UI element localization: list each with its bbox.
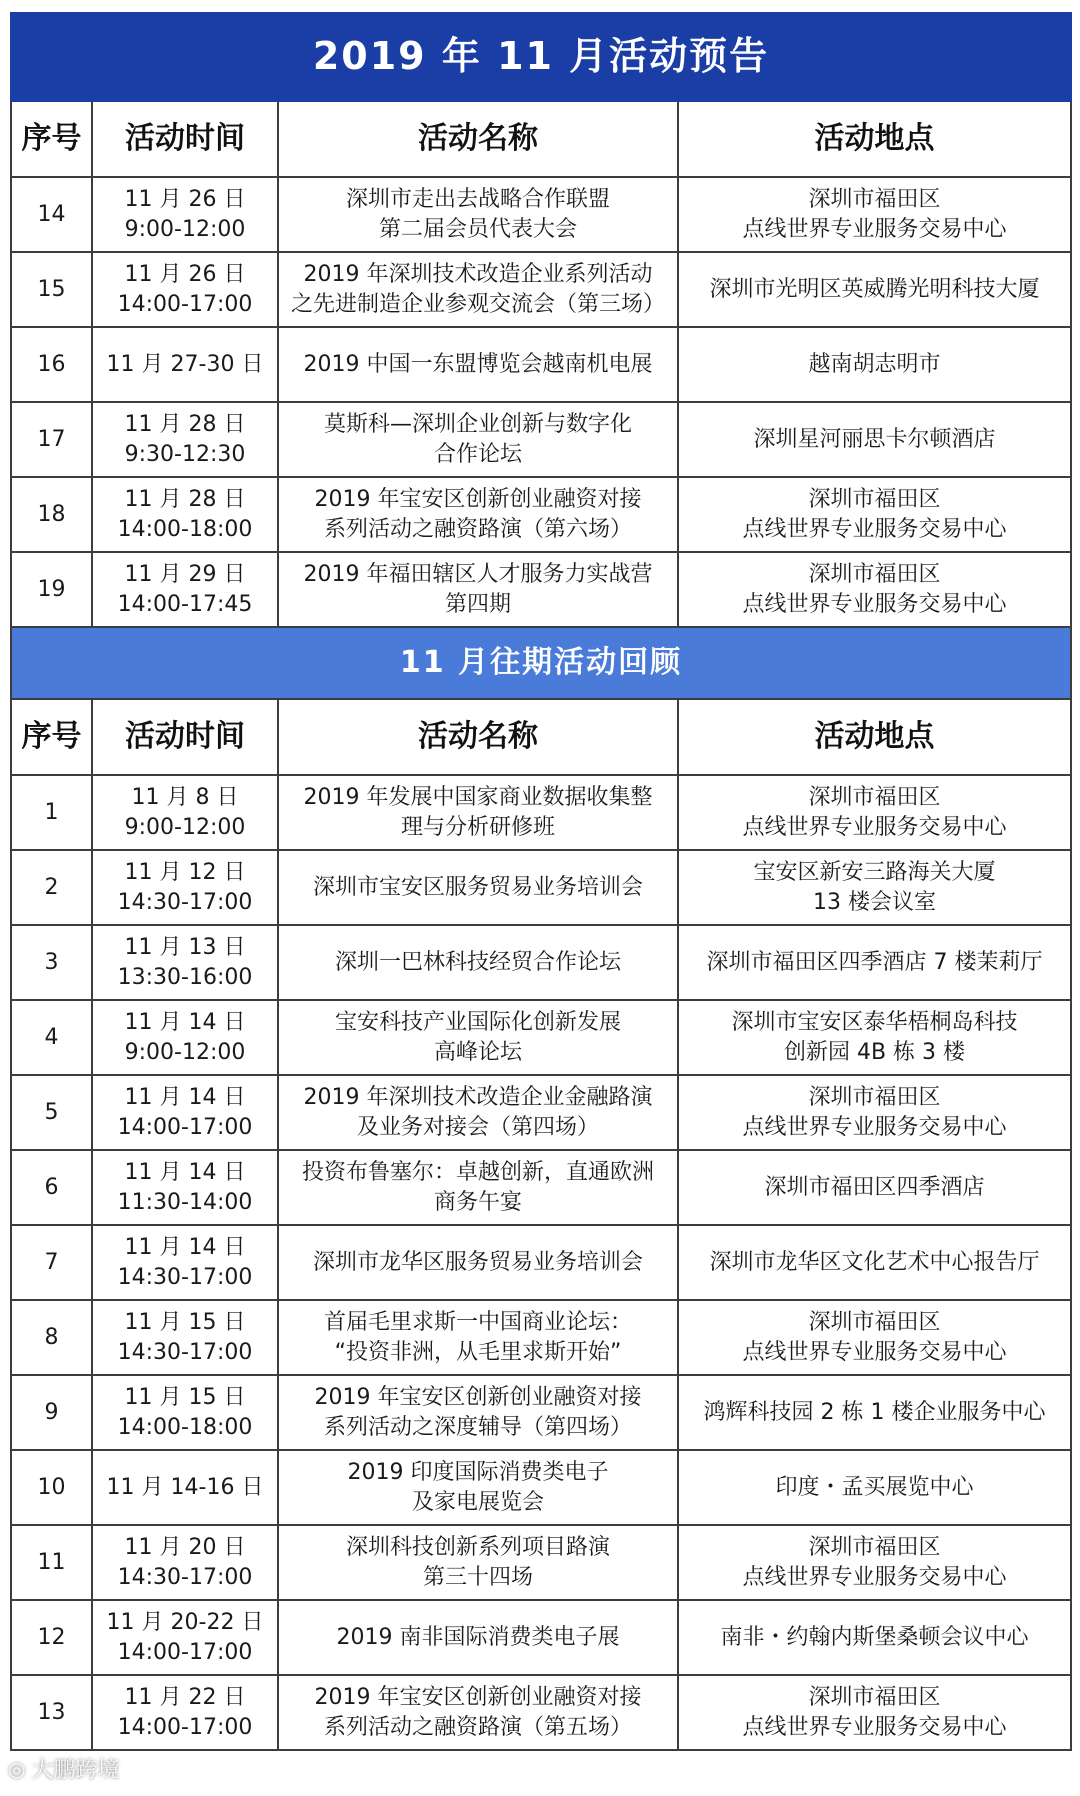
row-location-line: 深圳市福田区 bbox=[808, 1309, 941, 1335]
table-row bbox=[11, 1675, 1071, 1750]
table-row bbox=[11, 1300, 1071, 1375]
row-location-line: 点线世界专业服务交易中心 bbox=[742, 1114, 1007, 1140]
row-number: 10 bbox=[11, 1450, 92, 1525]
row-number: 12 bbox=[11, 1600, 92, 1675]
row-time bbox=[92, 1375, 278, 1450]
row-location-line: 13 楼会议室 bbox=[813, 889, 937, 915]
row-time-line: 11 月 26 日 bbox=[124, 261, 246, 287]
row-number: 13 bbox=[11, 1675, 92, 1750]
row-time bbox=[92, 775, 278, 850]
row-time-line: 9:00-12:00 bbox=[124, 1039, 246, 1065]
weibo-icon: ◎ bbox=[8, 1756, 26, 1781]
row-event-name bbox=[278, 775, 678, 850]
row-location bbox=[678, 925, 1071, 1000]
row-time-line: 11 月 28 日 bbox=[124, 411, 246, 437]
row-time-line: 11:30-14:00 bbox=[117, 1189, 253, 1215]
row-time-line: 14:30-17:00 bbox=[117, 1264, 253, 1290]
row-event-name-line: 系列活动之深度辅导（第四场） bbox=[323, 1414, 632, 1440]
row-location-line: 印度・孟买展览中心 bbox=[775, 1474, 974, 1500]
row-location-line: 深圳市龙华区文化艺术中心报告厅 bbox=[709, 1249, 1040, 1275]
table-row bbox=[11, 850, 1071, 925]
row-event-name-line: 2019 年宝安区创新创业融资对接 bbox=[314, 486, 642, 512]
row-event-name bbox=[278, 1375, 678, 1450]
row-location bbox=[678, 402, 1071, 477]
row-event-name-line: “投资非洲，从毛里求斯开始” bbox=[334, 1339, 622, 1365]
row-time bbox=[92, 552, 278, 627]
row-location bbox=[678, 1600, 1071, 1675]
header-no: 序号 bbox=[11, 699, 92, 775]
row-location bbox=[678, 177, 1071, 252]
row-event-name bbox=[278, 327, 678, 402]
activity-table bbox=[10, 12, 1072, 1751]
row-event-name bbox=[278, 1225, 678, 1300]
row-event-name bbox=[278, 252, 678, 327]
row-location-line: 创新园 4B 栋 3 楼 bbox=[783, 1039, 966, 1065]
row-time-line: 11 月 14 日 bbox=[124, 1009, 246, 1035]
row-event-name-line: 深圳科技创新系列项目路演 bbox=[345, 1534, 610, 1560]
row-event-name-line: 系列活动之融资路演（第六场） bbox=[323, 516, 632, 542]
row-time-line: 11 月 22 日 bbox=[124, 1684, 246, 1710]
row-event-name bbox=[278, 1675, 678, 1750]
table-row bbox=[11, 1150, 1071, 1225]
row-location-line: 深圳市福田区 bbox=[808, 1534, 941, 1560]
table-row bbox=[11, 1000, 1071, 1075]
row-event-name bbox=[278, 1525, 678, 1600]
row-location-line: 深圳市福田区四季酒店 7 楼茉莉厅 bbox=[706, 949, 1043, 975]
header-no: 序号 bbox=[11, 101, 92, 177]
row-event-name-line: 2019 年宝安区创新创业融资对接 bbox=[314, 1684, 642, 1710]
row-time-line: 14:30-17:00 bbox=[117, 1564, 253, 1590]
row-event-name-line: 深圳市走出去战略合作联盟 bbox=[345, 186, 610, 212]
row-number: 6 bbox=[11, 1150, 92, 1225]
row-time-line: 14:30-17:00 bbox=[117, 889, 253, 915]
row-event-name-line: 2019 中国一东盟博览会越南机电展 bbox=[303, 351, 653, 377]
upcoming-title: 2019 年 11 月活动预告 bbox=[11, 13, 1071, 101]
row-time-line: 13:30-16:00 bbox=[117, 964, 253, 990]
row-event-name-line: 第四期 bbox=[444, 591, 511, 617]
header-place: 活动地点 bbox=[678, 101, 1071, 177]
row-event-name-line: 2019 年深圳技术改造企业系列活动 bbox=[303, 261, 653, 287]
row-event-name-line: 莫斯科—深圳企业创新与数字化 bbox=[323, 411, 632, 437]
table-row bbox=[11, 1225, 1071, 1300]
row-location bbox=[678, 552, 1071, 627]
row-event-name-line: 2019 印度国际消费类电子 bbox=[347, 1459, 609, 1485]
row-event-name-line: 2019 南非国际消费类电子展 bbox=[336, 1624, 620, 1650]
row-location-line: 点线世界专业服务交易中心 bbox=[742, 591, 1007, 617]
row-event-name-line: 投资布鲁塞尔：卓越创新，直通欧洲 bbox=[301, 1159, 654, 1185]
row-time-line: 11 月 28 日 bbox=[124, 486, 246, 512]
row-time-line: 11 月 15 日 bbox=[124, 1309, 246, 1335]
row-time bbox=[92, 850, 278, 925]
row-location bbox=[678, 477, 1071, 552]
row-location bbox=[678, 1375, 1071, 1450]
row-event-name bbox=[278, 850, 678, 925]
row-time-line: 11 月 8 日 bbox=[131, 784, 239, 810]
row-time-line: 11 月 13 日 bbox=[124, 934, 246, 960]
row-number: 16 bbox=[11, 327, 92, 402]
header-name: 活动名称 bbox=[278, 101, 678, 177]
row-time-line: 14:00-18:00 bbox=[117, 516, 253, 542]
row-event-name bbox=[278, 402, 678, 477]
row-event-name-line: 深圳市宝安区服务贸易业务培训会 bbox=[312, 874, 643, 900]
table-row bbox=[11, 1525, 1071, 1600]
row-time bbox=[92, 402, 278, 477]
row-location-line: 深圳市福田区四季酒店 bbox=[764, 1174, 985, 1200]
row-location-line: 越南胡志明市 bbox=[808, 351, 941, 377]
row-event-name-line: 2019 年福田辖区人才服务力实战营 bbox=[303, 561, 653, 587]
row-location-line: 点线世界专业服务交易中心 bbox=[742, 516, 1007, 542]
table-row bbox=[11, 477, 1071, 552]
row-location-line: 宝安区新安三路海关大厦 bbox=[753, 859, 996, 885]
row-time-line: 14:00-17:45 bbox=[117, 591, 253, 617]
row-location bbox=[678, 1225, 1071, 1300]
table-row bbox=[11, 552, 1071, 627]
row-time bbox=[92, 1000, 278, 1075]
row-event-name-line: 合作论坛 bbox=[433, 441, 522, 467]
table-row bbox=[11, 177, 1071, 252]
row-time bbox=[92, 177, 278, 252]
row-location-line: 深圳星河丽思卡尔顿酒店 bbox=[753, 426, 996, 452]
row-time bbox=[92, 1600, 278, 1675]
row-time-line: 9:00-12:00 bbox=[124, 814, 246, 840]
row-event-name-line: 系列活动之融资路演（第五场） bbox=[323, 1714, 632, 1740]
table-row bbox=[11, 1600, 1071, 1675]
row-time-line: 14:00-17:00 bbox=[117, 1639, 253, 1665]
row-number: 15 bbox=[11, 252, 92, 327]
row-location bbox=[678, 1675, 1071, 1750]
header-time: 活动时间 bbox=[92, 101, 278, 177]
row-number: 5 bbox=[11, 1075, 92, 1150]
row-event-name-line: 理与分析研修班 bbox=[400, 814, 555, 840]
row-location bbox=[678, 252, 1071, 327]
row-location-line: 深圳市福田区 bbox=[808, 486, 941, 512]
row-location bbox=[678, 850, 1071, 925]
row-time bbox=[92, 1075, 278, 1150]
row-location bbox=[678, 775, 1071, 850]
past-header-row bbox=[11, 699, 1071, 775]
row-event-name-line: 之先进制造企业参观交流会（第三场） bbox=[290, 291, 665, 317]
row-location bbox=[678, 1300, 1071, 1375]
watermark-text: 大鹏跨境 bbox=[31, 1758, 120, 1783]
row-time-line: 9:30-12:30 bbox=[124, 441, 246, 467]
row-event-name bbox=[278, 1000, 678, 1075]
row-time bbox=[92, 252, 278, 327]
row-number: 19 bbox=[11, 552, 92, 627]
row-time-line: 11 月 26 日 bbox=[124, 186, 246, 212]
row-location bbox=[678, 1075, 1071, 1150]
row-event-name-line: 第三十四场 bbox=[422, 1564, 533, 1590]
row-event-name bbox=[278, 477, 678, 552]
row-number: 7 bbox=[11, 1225, 92, 1300]
row-event-name bbox=[278, 1300, 678, 1375]
table-row bbox=[11, 775, 1071, 850]
table-row bbox=[11, 1450, 1071, 1525]
row-location-line: 深圳市福田区 bbox=[808, 186, 941, 212]
row-number: 1 bbox=[11, 775, 92, 850]
past-title: 11 月往期活动回顾 bbox=[11, 627, 1071, 699]
row-time bbox=[92, 1675, 278, 1750]
row-location bbox=[678, 1450, 1071, 1525]
row-event-name bbox=[278, 1150, 678, 1225]
row-event-name bbox=[278, 1600, 678, 1675]
row-time-line: 14:00-17:00 bbox=[117, 291, 253, 317]
row-number: 11 bbox=[11, 1525, 92, 1600]
upcoming-header-row bbox=[11, 101, 1071, 177]
row-event-name-line: 第二届会员代表大会 bbox=[378, 216, 577, 242]
row-number: 18 bbox=[11, 477, 92, 552]
row-time-line: 11 月 14 日 bbox=[124, 1159, 246, 1185]
row-event-name-line: 2019 年发展中国家商业数据收集整 bbox=[303, 784, 653, 810]
row-time bbox=[92, 1150, 278, 1225]
row-event-name-line: 商务午宴 bbox=[433, 1189, 522, 1215]
row-location-line: 深圳市宝安区泰华梧桐岛科技 bbox=[731, 1009, 1018, 1035]
row-event-name-line: 首届毛里求斯一中国商业论坛： bbox=[323, 1309, 632, 1335]
row-event-name bbox=[278, 552, 678, 627]
row-time-line: 9:00-12:00 bbox=[124, 216, 246, 242]
row-number: 14 bbox=[11, 177, 92, 252]
row-number: 9 bbox=[11, 1375, 92, 1450]
row-event-name-line: 高峰论坛 bbox=[433, 1039, 522, 1065]
row-location-line: 南非・约翰内斯堡桑顿会议中心 bbox=[720, 1624, 1029, 1650]
row-number: 17 bbox=[11, 402, 92, 477]
row-time-line: 11 月 29 日 bbox=[124, 561, 246, 587]
row-location-line: 点线世界专业服务交易中心 bbox=[742, 1564, 1007, 1590]
row-time-line: 11 月 20-22 日 bbox=[106, 1609, 264, 1635]
row-number: 8 bbox=[11, 1300, 92, 1375]
row-location-line: 鸿辉科技园 2 栋 1 楼企业服务中心 bbox=[703, 1399, 1046, 1425]
row-event-name-line: 宝安科技产业国际化创新发展 bbox=[334, 1009, 621, 1035]
row-event-name-line: 及家电展览会 bbox=[411, 1489, 544, 1515]
header-time: 活动时间 bbox=[92, 699, 278, 775]
row-time bbox=[92, 1525, 278, 1600]
table-row bbox=[11, 402, 1071, 477]
watermark bbox=[8, 1753, 119, 1784]
row-location-line: 点线世界专业服务交易中心 bbox=[742, 1714, 1007, 1740]
row-time-line: 14:30-17:00 bbox=[117, 1339, 253, 1365]
row-time bbox=[92, 1300, 278, 1375]
row-time-line: 11 月 14 日 bbox=[124, 1234, 246, 1260]
table-row bbox=[11, 1375, 1071, 1450]
row-event-name bbox=[278, 177, 678, 252]
row-location-line: 深圳市福田区 bbox=[808, 1684, 941, 1710]
row-location-line: 点线世界专业服务交易中心 bbox=[742, 814, 1007, 840]
row-time bbox=[92, 1450, 278, 1525]
row-location bbox=[678, 1000, 1071, 1075]
row-location-line: 深圳市福田区 bbox=[808, 1084, 941, 1110]
row-event-name-line: 2019 年深圳技术改造企业金融路演 bbox=[303, 1084, 653, 1110]
row-event-name-line: 深圳市龙华区服务贸易业务培训会 bbox=[312, 1249, 643, 1275]
row-time-line: 14:00-18:00 bbox=[117, 1414, 253, 1440]
row-location-line: 深圳市福田区 bbox=[808, 784, 941, 810]
row-number: 4 bbox=[11, 1000, 92, 1075]
row-event-name bbox=[278, 925, 678, 1000]
row-location-line: 点线世界专业服务交易中心 bbox=[742, 216, 1007, 242]
row-location-line: 深圳市福田区 bbox=[808, 561, 941, 587]
row-location bbox=[678, 327, 1071, 402]
row-event-name bbox=[278, 1450, 678, 1525]
table-row bbox=[11, 252, 1071, 327]
row-event-name-line: 2019 年宝安区创新创业融资对接 bbox=[314, 1384, 642, 1410]
row-location-line: 点线世界专业服务交易中心 bbox=[742, 1339, 1007, 1365]
header-name: 活动名称 bbox=[278, 699, 678, 775]
row-event-name-line: 及业务对接会（第四场） bbox=[356, 1114, 599, 1140]
row-time bbox=[92, 1225, 278, 1300]
row-event-name bbox=[278, 1075, 678, 1150]
header-place: 活动地点 bbox=[678, 699, 1071, 775]
row-location-line: 深圳市光明区英威腾光明科技大厦 bbox=[709, 276, 1040, 302]
row-time-line: 11 月 27-30 日 bbox=[106, 351, 264, 377]
table-row bbox=[11, 327, 1071, 402]
row-number: 3 bbox=[11, 925, 92, 1000]
row-location bbox=[678, 1150, 1071, 1225]
row-time-line: 11 月 12 日 bbox=[124, 859, 246, 885]
row-time-line: 11 月 20 日 bbox=[124, 1534, 246, 1560]
row-time-line: 11 月 15 日 bbox=[124, 1384, 246, 1410]
row-time bbox=[92, 477, 278, 552]
row-event-name-line: 深圳一巴林科技经贸合作论坛 bbox=[334, 949, 621, 975]
table-row bbox=[11, 1075, 1071, 1150]
row-time-line: 14:00-17:00 bbox=[117, 1114, 253, 1140]
row-time-line: 14:00-17:00 bbox=[117, 1714, 253, 1740]
row-time-line: 11 月 14-16 日 bbox=[106, 1474, 264, 1500]
row-location bbox=[678, 1525, 1071, 1600]
activity-sheet bbox=[10, 12, 1070, 1751]
table-row bbox=[11, 925, 1071, 1000]
row-time-line: 11 月 14 日 bbox=[124, 1084, 246, 1110]
row-time bbox=[92, 327, 278, 402]
row-number: 2 bbox=[11, 850, 92, 925]
row-time bbox=[92, 925, 278, 1000]
